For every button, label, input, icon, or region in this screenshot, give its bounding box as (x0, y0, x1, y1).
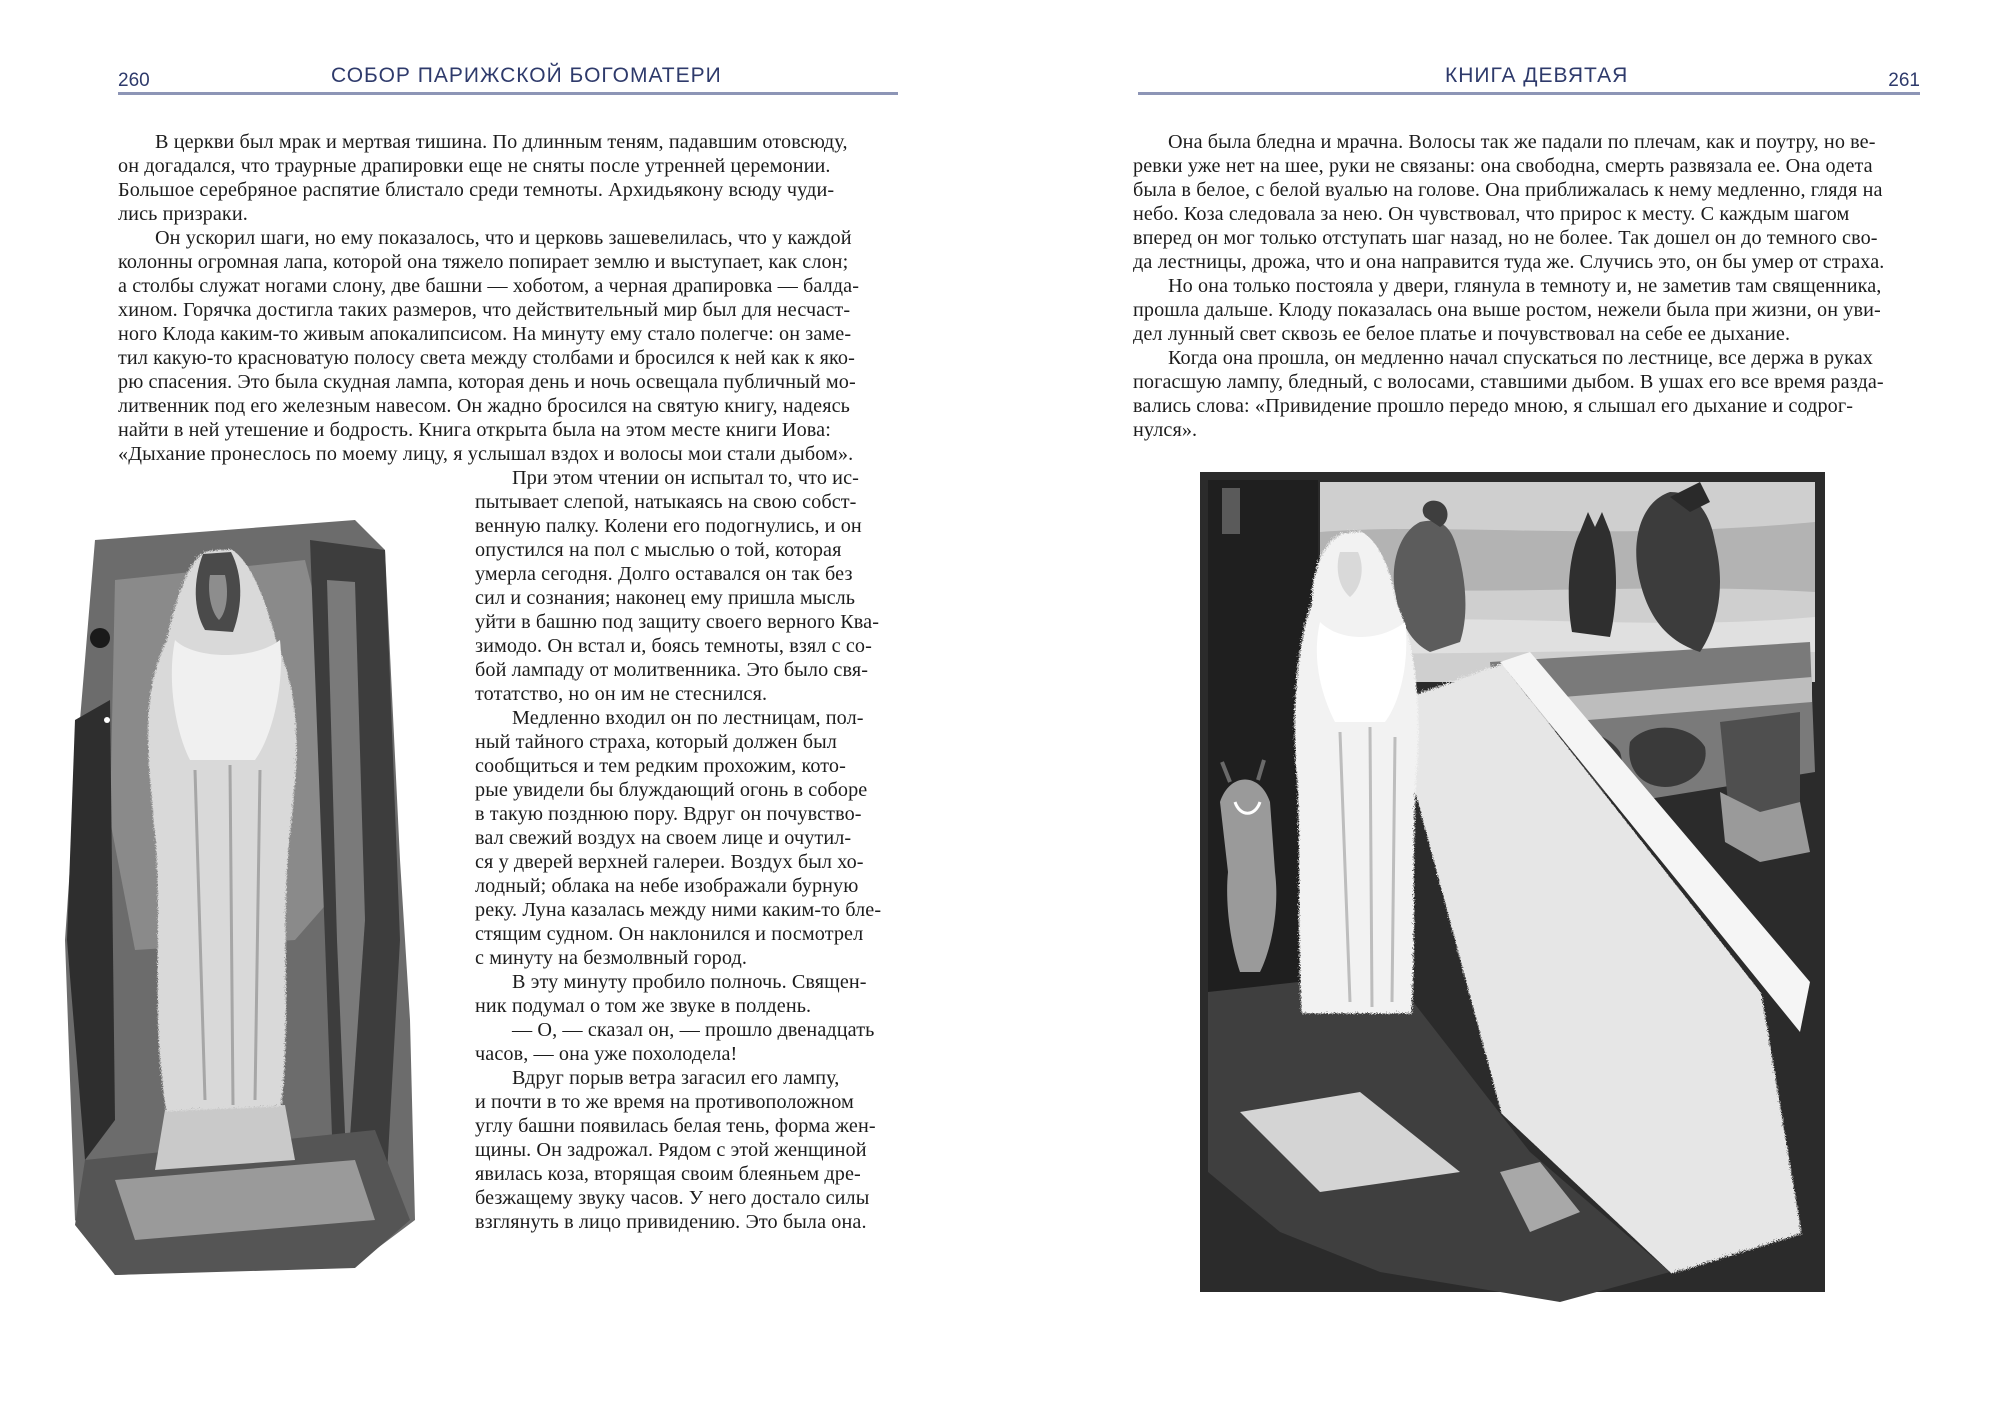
text-line: Большое серебряное распятие блистало среди темноты. Архидьякону всюду чуди- (118, 179, 835, 201)
text-line: с минуту на безмолвный город. (475, 947, 748, 969)
text-line: дел лунный свет сквозь ее белое платье и почувствовал на себе ее дыхание. (1133, 323, 1791, 345)
gallery-scene-drawing (1200, 472, 1860, 1347)
text-line: тил какую-то красноватую полосу света между столбами и бросился к ней как к яко- (118, 347, 855, 369)
text-line: венную палку. Колени его подогнулись, и он (475, 515, 862, 537)
left-page-header (118, 62, 898, 95)
text-line: в такую позднюю пору. Вдруг он почувство- (475, 803, 862, 825)
text-line: Медленно входил он по лестницам, пол- (512, 707, 864, 729)
text-line: Она была бледна и мрачна. Волосы так же падали по плечам, как и поутру, но ве- (1168, 131, 1876, 153)
right-running-title: КНИГА ДЕВЯТАЯ (1445, 64, 1629, 87)
text-line: прошла дальше. Клоду показалась она выше ростом, нежели была при жизни, он уви- (1133, 299, 1881, 321)
text-line: ник подумал о том же звуке в полдень. (475, 995, 812, 1017)
right-page-header (1138, 62, 1920, 95)
text-line: явилась коза, вторящая своим блеяньем дре- (475, 1163, 861, 1185)
text-line: вались слова: «Привидение прошло передо мною, я слышал его дыхание и содрог- (1133, 395, 1854, 417)
text-line: ся у дверей верхней галереи. Воздух был хо- (475, 851, 864, 873)
text-line: углу башни появилась белая тень, форма жен- (475, 1115, 876, 1137)
text-line: При этом чтении он испытал то, что ис- (512, 467, 859, 489)
text-line: уйти в башню под защиту своего верного Ква- (475, 611, 880, 633)
text-line: и почти в то же время на противоположном (475, 1091, 854, 1113)
text-line: вперед он мог только отступать шаг назад, но не более. Так дошел он до темного сво- (1133, 227, 1878, 249)
text-line: тотатство, но он им не стеснился. (475, 683, 768, 705)
text-line: Но она только постояла у двери, глянула в темноту и, не заметив там священника, (1168, 275, 1882, 297)
text-line: ревки уже нет на шее, руки не связаны: она свободна, смерть развязала ее. Она одета (1133, 155, 1873, 177)
text-line: вал свежий воздух на своем лице и очутил- (475, 827, 852, 849)
text-line: «Дыхание пронеслось по моему лицу, я услышал вздох и волосы мои стали дыбом». (118, 443, 854, 465)
text-line: реку. Луна казалась между ними каким-то бле- (475, 899, 882, 921)
right-page-number: 261 (1888, 70, 1920, 91)
text-line: он догадался, что траурные драпировки еще не сняты после утренней церемонии. (118, 155, 831, 177)
text-line: Он ускорил шаги, но ему показалось, что и церковь зашевелилась, что у каждой (155, 227, 852, 249)
ghost-figure-illustration (55, 520, 425, 1280)
text-line: погасшую лампу, бледный, с волосами, ставшими дыбом. В ушах его все время разда- (1133, 371, 1884, 393)
text-line: рю спасения. Это была скудная лампа, которая день и ночь освещала публичный мо- (118, 371, 856, 393)
text-line: да лестницы, дрожа, что и она направится туда же. Случись это, он бы умер от страха. (1133, 251, 1885, 273)
text-line: сил и сознания; наконец ему пришла мысль (475, 587, 856, 609)
text-line: сообщиться и тем редким прохожим, кото- (475, 755, 846, 777)
text-line: — О, — сказал он, — прошло двенадцать (512, 1019, 875, 1041)
text-line: небо. Коза следовала за нею. Он чувствовал, что прирос к месту. С каждым шагом (1133, 203, 1850, 225)
gallery-gargoyles-illustration (1200, 472, 1860, 1347)
text-line: умерла сегодня. Долго оставался он так без (475, 563, 853, 585)
text-line: ного Клода каким-то живым апокалипсисом. На минуту ему стало полегче: он заме- (118, 323, 852, 345)
text-line: найти в ней утешение и бодрость. Книга открыта была на этом месте книги Иова: (118, 419, 831, 441)
text-line: бой лампаду от молитвенника. Это было свя- (475, 659, 869, 681)
text-line: безжащему звуку часов. У него достало силы (475, 1187, 870, 1209)
text-line: нулся». (1133, 419, 1198, 441)
text-line: рые увидели бы блуждающий огонь в соборе (475, 779, 868, 801)
text-line: литвенник под его железным навесом. Он жадно бросился на святую книгу, надеясь (118, 395, 850, 417)
text-line: зимодо. Он встал и, боясь темноты, взял с со- (475, 635, 872, 657)
text-line: Вдруг порыв ветра загасил его лампу, (512, 1067, 840, 1089)
text-line: хином. Горячка достигла таких размеров, что действительный мир был для несчаст- (118, 299, 851, 321)
text-line: В церкви был мрак и мертвая тишина. По длинным теням, падавшим отовсюду, (155, 131, 848, 153)
left-page-number: 260 (118, 70, 150, 91)
text-line: пытывает слепой, натыкаясь на свою собст- (475, 491, 857, 513)
left-running-title: СОБОР ПАРИЖСКОЙ БОГОМАТЕРИ (331, 64, 722, 87)
text-line: опустился на пол с мыслью о той, которая (475, 539, 842, 561)
text-line: часов, — она уже похолодела! (475, 1043, 738, 1065)
text-line: стящим судном. Он наклонился и посмотрел (475, 923, 864, 945)
text-line: была в белое, с белой вуалью на голове. Она приближалась к нему медленно, глядя на (1133, 179, 1883, 201)
text-line: В эту минуту пробило полночь. Священ- (512, 971, 867, 993)
text-line: колонны огромная лапа, которой она тяжело попирает землю и выступает, как слон; (118, 251, 849, 273)
text-line: лодный; облака на небе изображали бурную (475, 875, 859, 897)
text-line: лись призраки. (118, 203, 248, 225)
text-line: взглянуть в лицо привидению. Это была она. (475, 1211, 867, 1233)
text-line: ный тайного страха, который должен был (475, 731, 837, 753)
ghost-figure-drawing (55, 520, 425, 1280)
text-line: Когда она прошла, он медленно начал спускаться по лестнице, все держа в руках (1168, 347, 1873, 369)
text-line: щины. Он задрожал. Рядом с этой женщиной (475, 1139, 867, 1161)
text-line: а столбы служат ногами слону, две башни — хоботом, а черная драпировка — балда- (118, 275, 860, 297)
